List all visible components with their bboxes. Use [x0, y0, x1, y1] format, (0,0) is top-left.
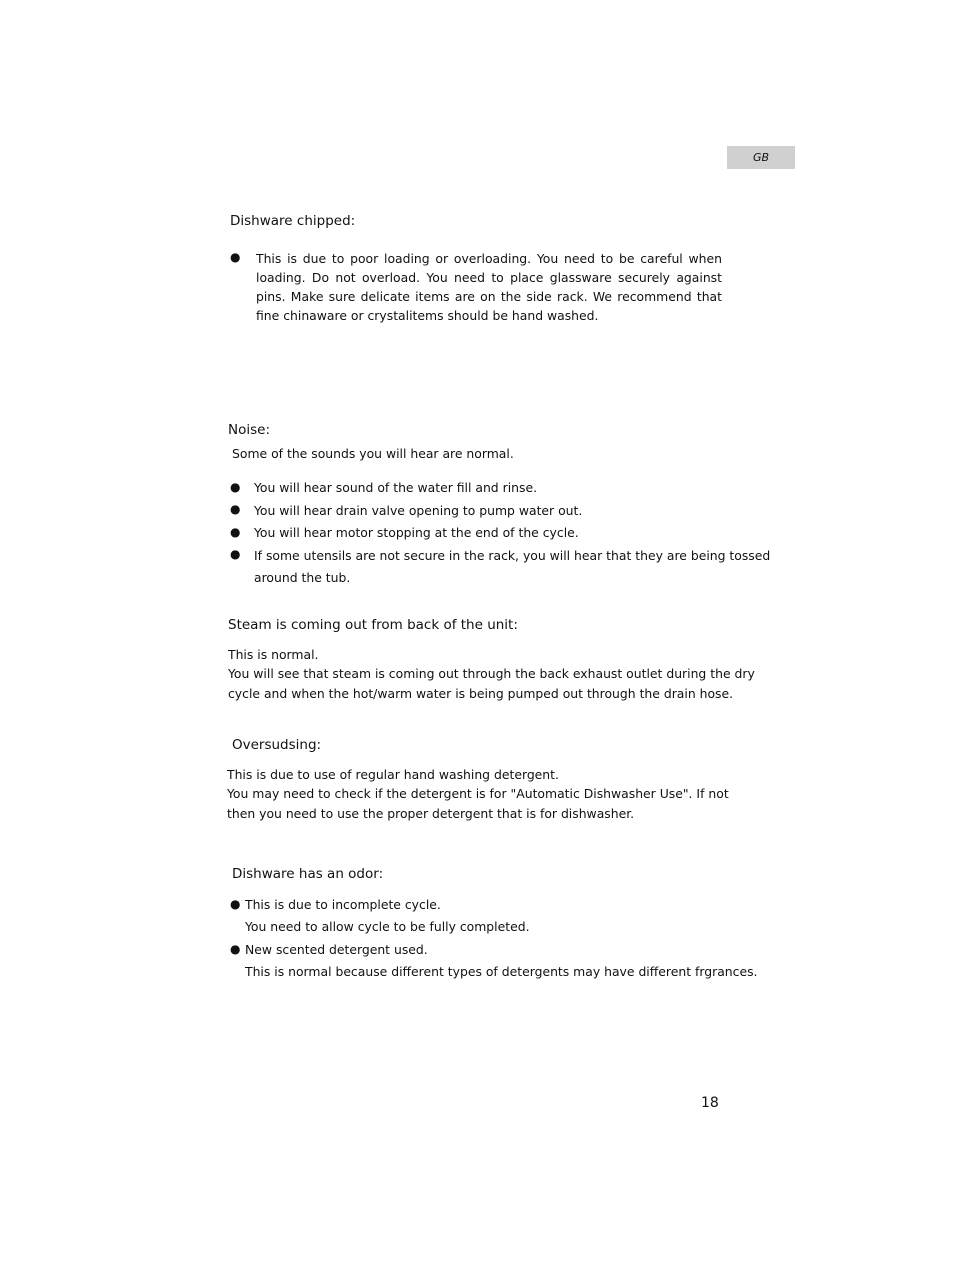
odor-item-detail: This is normal because different types of detergents may have different frgrances. [245, 964, 758, 979]
bullet-icon: ● [230, 547, 241, 561]
noise-intro: Some of the sounds you will hear are normal. [232, 446, 514, 461]
oversudsing-line: You may need to check if the detergent is for "Automatic Dishwasher Use". If not [227, 786, 729, 801]
section-title-dishware-chipped: Dishware chipped: [230, 213, 356, 229]
section-title-steam: Steam is coming out from back of the unit: [228, 617, 518, 633]
odor-item: This is due to incomplete cycle. [245, 897, 441, 912]
bullet-icon: ● [230, 525, 241, 539]
steam-line: cycle and when the hot/warm water is being pumped out through the drain hose. [228, 686, 734, 701]
bullet-icon: ● [230, 250, 241, 264]
oversudsing-line: then you need to use the proper detergent that is for dishwasher. [227, 806, 635, 821]
bullet-icon: ● [230, 897, 241, 911]
odor-item-detail: You need to allow cycle to be fully completed. [245, 919, 530, 934]
oversudsing-line: This is due to use of regular hand washing detergent. [227, 767, 559, 782]
bullet-icon: ● [230, 502, 241, 516]
noise-item: You will hear sound of the water fill and rinse. [254, 480, 538, 495]
noise-item: If some utensils are not secure in the rack, you will hear that they are being tossed [254, 548, 771, 563]
noise-item: You will hear motor stopping at the end of the cycle. [254, 525, 579, 540]
steam-line: You will see that steam is coming out through the back exhaust outlet during the dry [228, 666, 755, 681]
section-title-noise: Noise: [228, 422, 270, 438]
odor-item: New scented detergent used. [245, 942, 428, 957]
noise-item-continued: around the tub. [254, 570, 351, 585]
steam-line: This is normal. [228, 647, 319, 662]
bullet-icon: ● [230, 480, 241, 494]
language-tag: GB [727, 146, 795, 169]
bullet-icon: ● [230, 942, 241, 956]
noise-item: You will hear drain valve opening to pump water out. [254, 503, 583, 518]
section-title-oversudsing: Oversudsing: [232, 737, 322, 753]
section-title-odor: Dishware has an odor: [232, 866, 384, 882]
chipped-bullet-text: This is due to poor loading or overloading. You need to be careful when loading. Do not overload. You need to place glassware securely against pins. Make sure delicate items are on the side rack. We recommend that fine chinaware or crystalitems should be hand washed. [256, 251, 722, 323]
page-number: 18 [701, 1095, 719, 1111]
